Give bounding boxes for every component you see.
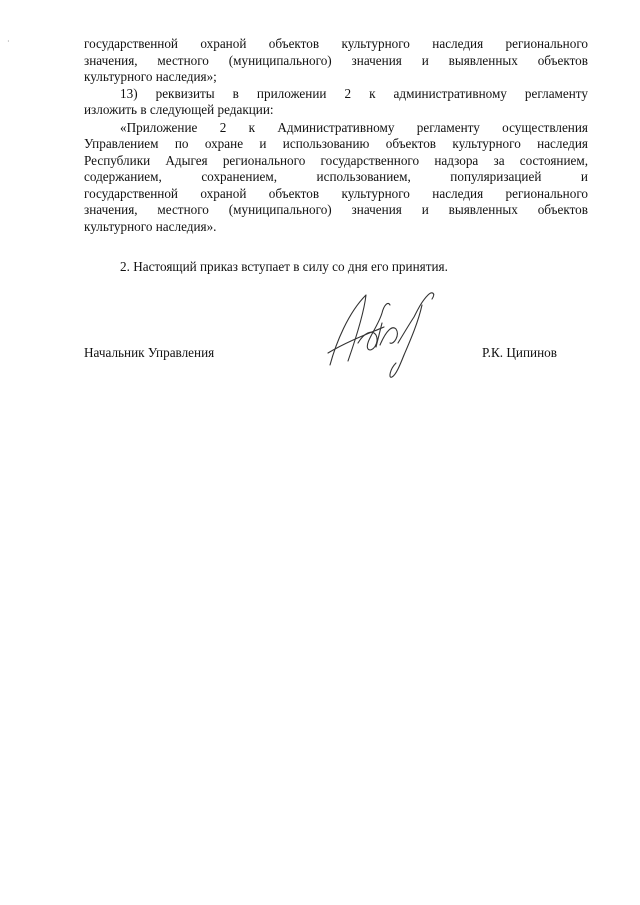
body-line-2: значения, местного (муниципального) значения и выявленных объектов bbox=[84, 53, 588, 68]
body-line-5: изложить в следующей редакции: bbox=[84, 102, 274, 117]
body-line-1: государственной охраной объектов культурного наследия регионального bbox=[84, 36, 588, 51]
body-line-4: 13) реквизиты в приложении 2 к административному регламенту bbox=[120, 86, 588, 101]
body-line-11: значения, местного (муниципального) значения и выявленных объектов bbox=[84, 202, 588, 217]
body-line-8: Республики Адыгея регионального государственного надзора за состоянием, bbox=[84, 153, 588, 168]
handwritten-signature bbox=[318, 283, 448, 383]
body-line-13: 2. Настоящий приказ вступает в силу со дня его принятия. bbox=[120, 259, 448, 274]
signer-name: Р.К. Ципинов bbox=[482, 345, 557, 360]
body-line-7: Управлением по охране и использованию объектов культурного наследия bbox=[84, 136, 588, 151]
body-line-9: содержанием, сохранением, использованием, популяризацией и bbox=[84, 169, 588, 184]
body-line-12: культурного наследия». bbox=[84, 219, 217, 234]
margin-mark: · bbox=[7, 37, 10, 46]
body-line-10: государственной охраной объектов культурного наследия регионального bbox=[84, 186, 588, 201]
body-line-6: «Приложение 2 к Административному регламенту осуществления bbox=[120, 120, 588, 135]
body-line-3: культурного наследия»; bbox=[84, 69, 217, 84]
position-title: Начальник Управления bbox=[84, 345, 215, 360]
